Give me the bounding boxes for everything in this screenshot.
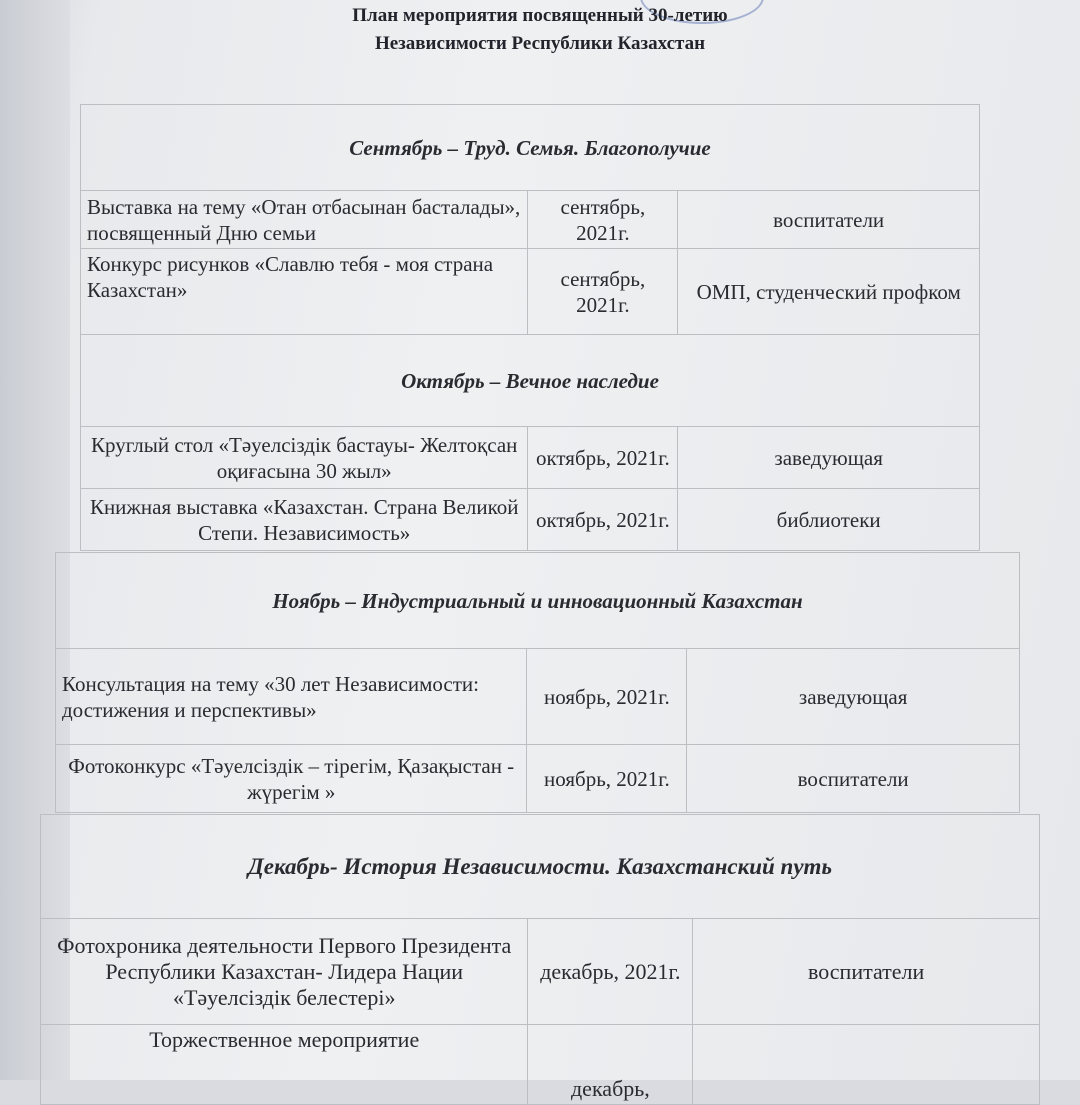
date-cell: сентябрь, 2021г.	[528, 249, 678, 335]
section-heading: Декабрь- История Независимости. Казахстанский путь	[41, 815, 1040, 919]
responsible-cell: заведующая	[687, 649, 1020, 745]
responsible-cell: воспитатели	[687, 745, 1020, 813]
date-cell: ноябрь, 2021г.	[527, 745, 687, 813]
responsible-cell: заведующая	[678, 427, 980, 489]
plan-table-part-3	[40, 814, 1040, 1105]
title-line-2: Независимости Республики Казахстан	[374, 33, 706, 54]
event-cell: Книжная выставка «Казахстан. Страна Великой Степи. Независимость»	[81, 489, 528, 551]
section-row	[41, 815, 1040, 919]
responsible-cell: воспитатели	[678, 191, 980, 249]
table-row	[81, 191, 980, 249]
date-cell: декабрь,	[528, 1025, 693, 1105]
event-cell: Фотоконкурс «Тәуелсіздік – тірегім, Қазақыстан - жүрегім »	[56, 745, 527, 813]
table-row	[56, 649, 1020, 745]
section-row	[81, 105, 980, 191]
date-cell: декабрь, 2021г.	[528, 919, 693, 1025]
table-row	[81, 249, 980, 335]
table-row	[41, 919, 1040, 1025]
table-row	[41, 1025, 1040, 1105]
responsible-cell: библиотеки	[678, 489, 980, 551]
date-cell: сентябрь, 2021г.	[528, 191, 678, 249]
document-title	[230, 2, 850, 58]
event-cell: Консультация на тему «30 лет Независимости: достижения и перспективы»	[56, 649, 527, 745]
date-cell: октябрь, 2021г.	[528, 427, 678, 489]
plan-table-part-2	[55, 552, 1020, 813]
section-heading: Ноябрь – Индустриальный и инновационный Казахстан	[56, 553, 1020, 649]
event-cell: Выставка на тему «Отан отбасынан басталады», посвященный Дню семьи	[81, 191, 528, 249]
section-heading: Сентябрь – Труд. Семья. Благополучие	[81, 105, 980, 191]
table-row	[56, 745, 1020, 813]
date-cell: ноябрь, 2021г.	[527, 649, 687, 745]
event-cell: Торжественное мероприятие	[41, 1025, 528, 1105]
section-row	[56, 553, 1020, 649]
date-cell: октябрь, 2021г.	[528, 489, 678, 551]
section-heading: Октябрь – Вечное наследие	[81, 335, 980, 427]
event-cell: Фотохроника деятельности Первого Президента Республики Казахстан- Лидера Нации «Тәуелсіздік белестері»	[41, 919, 528, 1025]
event-cell: Круглый стол «Тәуелсіздік бастауы- Желтоқсан оқиғасына 30 жыл»	[81, 427, 528, 489]
plan-table-part-1	[80, 104, 980, 551]
responsible-cell	[693, 1025, 1040, 1105]
responsible-cell: ОМП, студенческий профком	[678, 249, 980, 335]
section-row	[81, 335, 980, 427]
responsible-cell: воспитатели	[693, 919, 1040, 1025]
table-row	[81, 427, 980, 489]
table-row	[81, 489, 980, 551]
event-cell: Конкурс рисунков «Славлю тебя - моя страна Казахстан»	[81, 249, 528, 335]
title-line-1: План мероприятия посвященный 30-летию	[352, 5, 728, 26]
